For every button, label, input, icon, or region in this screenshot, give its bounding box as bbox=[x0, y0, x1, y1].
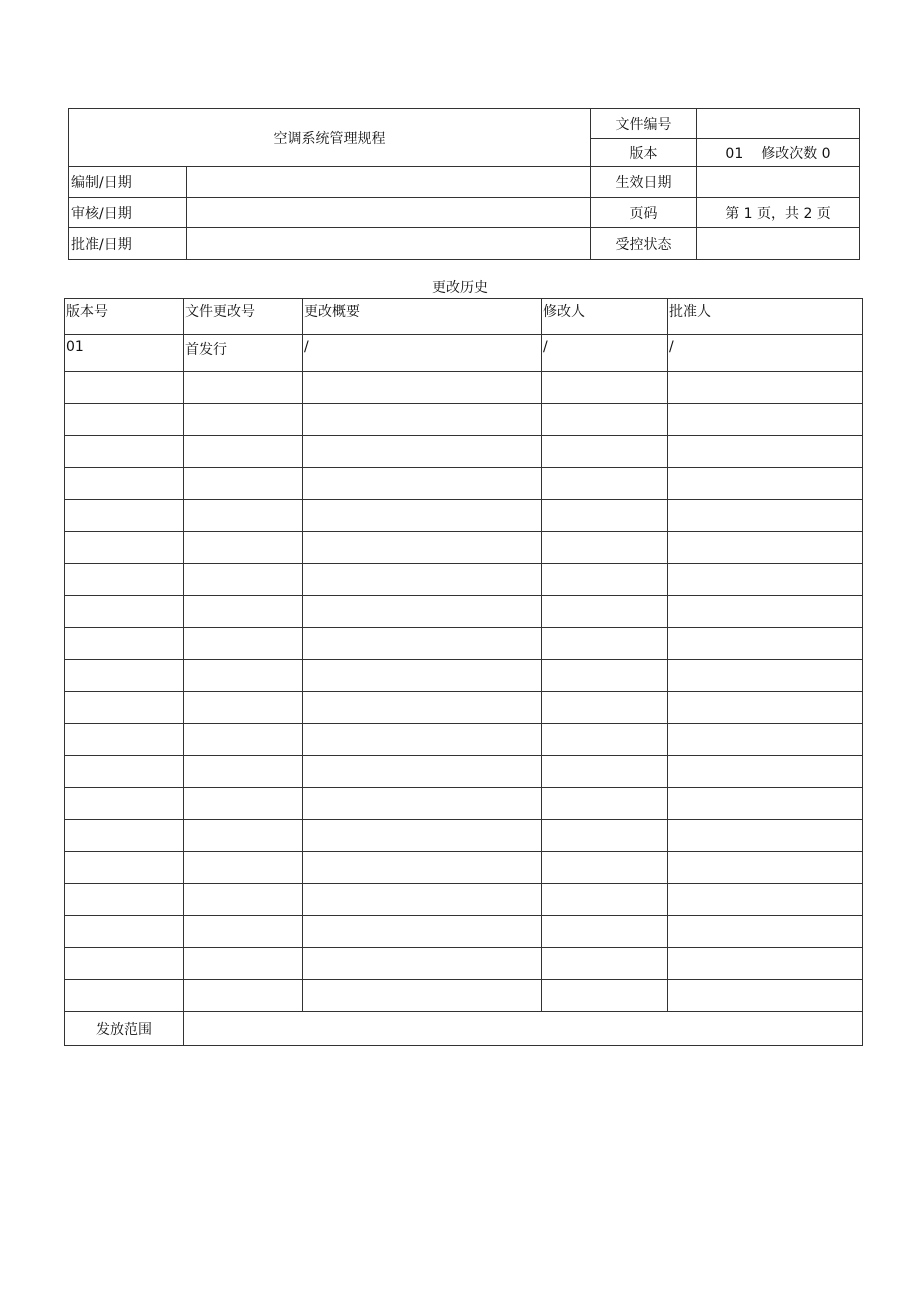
summary-cell bbox=[303, 692, 542, 724]
summary-cell bbox=[303, 660, 542, 692]
history-row bbox=[65, 532, 863, 564]
approved-value bbox=[187, 228, 591, 260]
history-row bbox=[65, 948, 863, 980]
history-row bbox=[65, 756, 863, 788]
page-label: 页码 bbox=[591, 198, 697, 228]
version-cell bbox=[65, 372, 184, 404]
change-number-cell bbox=[184, 404, 303, 436]
summary-cell bbox=[303, 532, 542, 564]
version-revision-cell bbox=[697, 139, 860, 167]
approver-cell bbox=[668, 436, 863, 468]
summary-cell: / bbox=[303, 335, 542, 372]
approver-cell bbox=[668, 628, 863, 660]
prepared-value bbox=[187, 167, 591, 198]
approver-cell bbox=[668, 724, 863, 756]
revision-count: 修改次数 0 bbox=[761, 145, 831, 162]
approver-cell bbox=[668, 756, 863, 788]
reviewed-value bbox=[187, 198, 591, 228]
history-caption: 更改历史 bbox=[432, 280, 488, 296]
summary-cell bbox=[303, 916, 542, 948]
modifier-cell bbox=[542, 660, 668, 692]
approver-cell bbox=[668, 820, 863, 852]
modifier-cell bbox=[542, 468, 668, 500]
version-cell bbox=[65, 788, 184, 820]
history-header-row bbox=[65, 299, 863, 335]
page-value: 第 1 页，共 2 页 bbox=[697, 198, 860, 228]
effective-date-label: 生效日期 bbox=[591, 167, 697, 198]
version-cell bbox=[65, 724, 184, 756]
approver-cell bbox=[668, 948, 863, 980]
modifier-cell bbox=[542, 564, 668, 596]
summary-cell bbox=[303, 372, 542, 404]
change-number-cell: 首发行 bbox=[184, 335, 303, 372]
history-row bbox=[65, 788, 863, 820]
modifier-cell bbox=[542, 788, 668, 820]
change-history-table bbox=[64, 298, 863, 1046]
summary-cell bbox=[303, 596, 542, 628]
summary-cell bbox=[303, 852, 542, 884]
change-number-cell bbox=[184, 692, 303, 724]
approver-cell bbox=[668, 916, 863, 948]
history-row bbox=[65, 820, 863, 852]
change-number-cell bbox=[184, 948, 303, 980]
version-cell bbox=[65, 500, 184, 532]
summary-cell bbox=[303, 884, 542, 916]
change-number-cell bbox=[184, 724, 303, 756]
modifier-cell bbox=[542, 820, 668, 852]
summary-cell bbox=[303, 404, 542, 436]
effective-date-value bbox=[697, 167, 860, 198]
change-number-cell bbox=[184, 852, 303, 884]
version-cell bbox=[65, 948, 184, 980]
history-row bbox=[65, 884, 863, 916]
version-cell bbox=[65, 756, 184, 788]
col-change-number-header: 文件更改号 bbox=[184, 299, 303, 335]
control-status-value bbox=[697, 228, 860, 260]
version-cell bbox=[65, 820, 184, 852]
history-row bbox=[65, 564, 863, 596]
distribution-value bbox=[184, 1012, 863, 1046]
col-approver-header: 批准人 bbox=[668, 299, 863, 335]
modifier-cell bbox=[542, 884, 668, 916]
reviewed-label: 审核/日期 bbox=[69, 198, 187, 228]
summary-cell bbox=[303, 756, 542, 788]
summary-cell bbox=[303, 788, 542, 820]
control-status-label: 受控状态 bbox=[591, 228, 697, 260]
summary-cell bbox=[303, 564, 542, 596]
document-title: 空调系统管理规程 bbox=[69, 109, 591, 167]
version-cell bbox=[65, 596, 184, 628]
change-number-cell bbox=[184, 564, 303, 596]
doc-number-value bbox=[697, 109, 860, 139]
modifier-cell bbox=[542, 692, 668, 724]
change-number-cell bbox=[184, 788, 303, 820]
change-number-cell bbox=[184, 532, 303, 564]
approver-cell bbox=[668, 788, 863, 820]
approver-cell bbox=[668, 596, 863, 628]
version-cell bbox=[65, 564, 184, 596]
change-number-cell bbox=[184, 436, 303, 468]
col-modifier-header: 修改人 bbox=[542, 299, 668, 335]
modifier-cell bbox=[542, 436, 668, 468]
history-row bbox=[65, 660, 863, 692]
approver-cell bbox=[668, 372, 863, 404]
history-row bbox=[65, 372, 863, 404]
change-number-cell bbox=[184, 500, 303, 532]
distribution-label: 发放范围 bbox=[65, 1012, 184, 1046]
modifier-cell bbox=[542, 980, 668, 1012]
change-number-cell bbox=[184, 980, 303, 1012]
version-cell bbox=[65, 916, 184, 948]
approver-cell: / bbox=[668, 335, 863, 372]
modifier-cell: / bbox=[542, 335, 668, 372]
modifier-cell bbox=[542, 532, 668, 564]
history-row bbox=[65, 596, 863, 628]
change-number-cell bbox=[184, 372, 303, 404]
modifier-cell bbox=[542, 500, 668, 532]
history-row bbox=[65, 404, 863, 436]
version-cell bbox=[65, 404, 184, 436]
summary-cell bbox=[303, 436, 542, 468]
summary-cell bbox=[303, 468, 542, 500]
version-label: 版本 bbox=[591, 139, 697, 167]
summary-cell bbox=[303, 628, 542, 660]
document-header-table bbox=[68, 108, 860, 260]
prepared-label: 编制/日期 bbox=[69, 167, 187, 198]
version-value: 01 bbox=[725, 145, 744, 162]
change-number-cell bbox=[184, 916, 303, 948]
history-row bbox=[65, 500, 863, 532]
modifier-cell bbox=[542, 596, 668, 628]
approver-cell bbox=[668, 500, 863, 532]
version-cell bbox=[65, 852, 184, 884]
approver-cell bbox=[668, 852, 863, 884]
modifier-cell bbox=[542, 948, 668, 980]
version-cell bbox=[65, 884, 184, 916]
summary-cell bbox=[303, 948, 542, 980]
approver-cell bbox=[668, 884, 863, 916]
version-cell bbox=[65, 468, 184, 500]
modifier-cell bbox=[542, 372, 668, 404]
version-cell bbox=[65, 628, 184, 660]
summary-cell bbox=[303, 500, 542, 532]
change-number-cell bbox=[184, 884, 303, 916]
history-row bbox=[65, 980, 863, 1012]
change-number-cell bbox=[184, 756, 303, 788]
modifier-cell bbox=[542, 724, 668, 756]
approver-cell bbox=[668, 564, 863, 596]
history-row bbox=[65, 852, 863, 884]
version-cell bbox=[65, 980, 184, 1012]
modifier-cell bbox=[542, 916, 668, 948]
modifier-cell bbox=[542, 404, 668, 436]
history-row bbox=[65, 692, 863, 724]
history-row bbox=[65, 468, 863, 500]
change-number-cell bbox=[184, 628, 303, 660]
version-cell bbox=[65, 692, 184, 724]
col-summary-header: 更改概要 bbox=[303, 299, 542, 335]
history-row bbox=[65, 335, 863, 372]
history-body bbox=[65, 299, 863, 1046]
version-cell bbox=[65, 436, 184, 468]
approver-cell bbox=[668, 660, 863, 692]
approver-cell bbox=[668, 980, 863, 1012]
history-row bbox=[65, 916, 863, 948]
change-number-cell bbox=[184, 596, 303, 628]
summary-cell bbox=[303, 980, 542, 1012]
change-number-cell bbox=[184, 820, 303, 852]
col-version-header: 版本号 bbox=[65, 299, 184, 335]
approver-cell bbox=[668, 532, 863, 564]
approver-cell bbox=[668, 692, 863, 724]
approver-cell bbox=[668, 468, 863, 500]
distribution-row bbox=[65, 1012, 863, 1046]
version-cell bbox=[65, 660, 184, 692]
modifier-cell bbox=[542, 756, 668, 788]
modifier-cell bbox=[542, 628, 668, 660]
approved-label: 批准/日期 bbox=[69, 228, 187, 260]
approver-cell bbox=[668, 404, 863, 436]
change-number-cell bbox=[184, 468, 303, 500]
history-row bbox=[65, 628, 863, 660]
summary-cell bbox=[303, 820, 542, 852]
doc-number-label: 文件编号 bbox=[591, 109, 697, 139]
history-row bbox=[65, 724, 863, 756]
version-cell: 01 bbox=[65, 335, 184, 372]
version-cell bbox=[65, 532, 184, 564]
modifier-cell bbox=[542, 852, 668, 884]
summary-cell bbox=[303, 724, 542, 756]
change-number-cell bbox=[184, 660, 303, 692]
history-row bbox=[65, 436, 863, 468]
